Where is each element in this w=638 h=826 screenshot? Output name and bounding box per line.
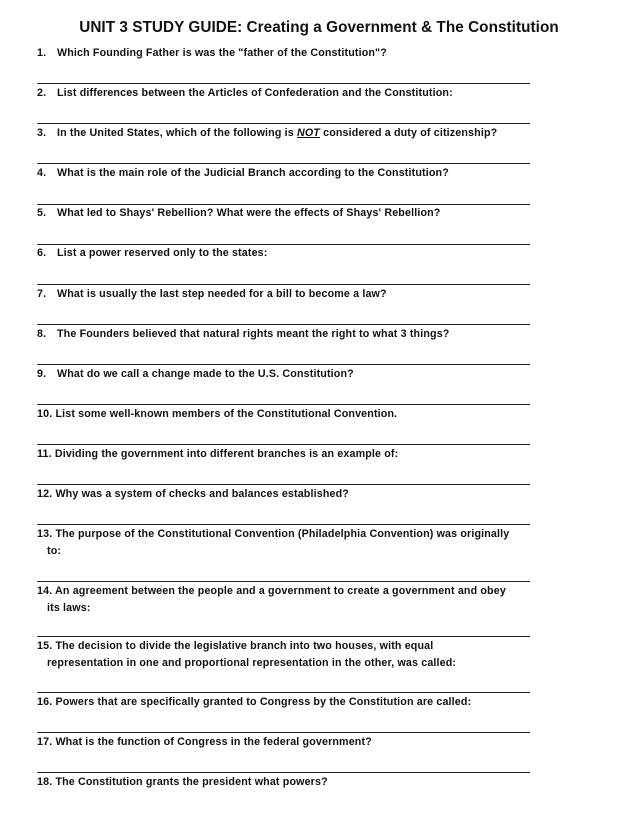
- question-text: Dividing the government into different branches is an example of:: [54, 448, 399, 460]
- answer-line-7: [37, 324, 530, 325]
- question-number: 9.: [37, 368, 47, 380]
- question-text-continued: to:: [47, 545, 62, 557]
- question-number: 8.: [37, 328, 47, 340]
- question-text: Why was a system of checks and balances established?: [55, 488, 349, 500]
- question-6: [37, 245, 537, 262]
- question-3: [37, 125, 537, 142]
- page-title: UNIT 3 STUDY GUIDE: Creating a Government & The Constitution: [79, 19, 559, 36]
- question-text: What do we call a change made to the U.S. Constitution?: [57, 368, 354, 380]
- question-number: 2.: [37, 87, 47, 99]
- question-16: [37, 694, 537, 711]
- question-number: 17.: [37, 736, 53, 748]
- question-number: 7.: [37, 288, 47, 300]
- question-text: What is the function of Congress in the federal government?: [55, 736, 372, 748]
- answer-line-17: [37, 772, 530, 773]
- answer-line-13: [37, 581, 530, 582]
- question-13: [37, 526, 537, 560]
- question-text-continued: representation in one and proportional representation in the other, was called:: [47, 657, 457, 669]
- question-number: 3.: [37, 127, 47, 139]
- answer-line-9: [37, 404, 530, 405]
- answer-line-12: [37, 524, 530, 525]
- question-10: [37, 406, 537, 423]
- question-text: The Constitution grants the president what powers?: [55, 776, 328, 788]
- question-4: [37, 165, 537, 182]
- question-text: Which Founding Father is was the "father of the Constitution"?: [57, 47, 387, 59]
- question-text: What led to Shays' Rebellion? What were the effects of Shays' Rebellion?: [57, 207, 441, 219]
- question-text: An agreement between the people and a government to create a government and obey: [55, 585, 506, 597]
- answer-line-2: [37, 123, 530, 124]
- question-text: List a power reserved only to the states:: [57, 247, 268, 259]
- question-8: [37, 326, 537, 343]
- answer-line-15: [37, 692, 530, 693]
- question-7: [37, 286, 537, 303]
- answer-line-6: [37, 284, 530, 285]
- question-number: 12.: [37, 488, 53, 500]
- question-text: The purpose of the Constitutional Convention (Philadelphia Convention) was originally: [55, 528, 510, 540]
- question-number: 10.: [37, 408, 53, 420]
- question-text: Powers that are specifically granted to Congress by the Constitution are called:: [55, 696, 472, 708]
- question-12: [37, 486, 537, 503]
- question-number: 6.: [37, 247, 47, 259]
- question-15: [37, 638, 537, 672]
- question-text-continued: its laws:: [47, 602, 91, 614]
- question-number: 14.: [37, 585, 53, 597]
- answer-line-16: [37, 732, 530, 733]
- question-number: 15.: [37, 640, 53, 652]
- answer-line-8: [37, 364, 530, 365]
- question-text: List differences between the Articles of Confederation and the Constitution:: [57, 87, 453, 99]
- answer-line-1: [37, 83, 530, 84]
- answer-line-14: [37, 636, 530, 637]
- question-2: [37, 85, 537, 102]
- question-text: What is the main role of the Judicial Branch according to the Constitution?: [57, 167, 449, 179]
- question-18: [37, 774, 537, 791]
- question-number: 16.: [37, 696, 53, 708]
- question-5: [37, 205, 537, 222]
- question-text-before: In the United States, which of the following is: [57, 127, 297, 139]
- question-1: [37, 45, 537, 62]
- question-17: [37, 734, 537, 751]
- question-number: 11.: [37, 448, 52, 460]
- question-9: [37, 366, 537, 383]
- question-number: 13.: [37, 528, 53, 540]
- question-emphasis: NOT: [296, 127, 320, 139]
- answer-line-11: [37, 484, 530, 485]
- question-text: The decision to divide the legislative branch into two houses, with equal: [55, 640, 434, 652]
- question-text-after: considered a duty of citizenship?: [319, 127, 498, 139]
- question-text: What is usually the last step needed for a bill to become a law?: [57, 288, 387, 300]
- answer-line-10: [37, 444, 530, 445]
- answer-line-3: [37, 163, 530, 164]
- question-number: 18.: [37, 776, 53, 788]
- question-number: 1.: [37, 47, 47, 59]
- question-14: [37, 583, 537, 617]
- question-text: List some well-known members of the Constitutional Convention.: [55, 408, 398, 420]
- question-11: [37, 446, 537, 463]
- question-number: 4.: [37, 167, 47, 179]
- question-number: 5.: [37, 207, 47, 219]
- question-text: The Founders believed that natural rights meant the right to what 3 things?: [57, 328, 450, 340]
